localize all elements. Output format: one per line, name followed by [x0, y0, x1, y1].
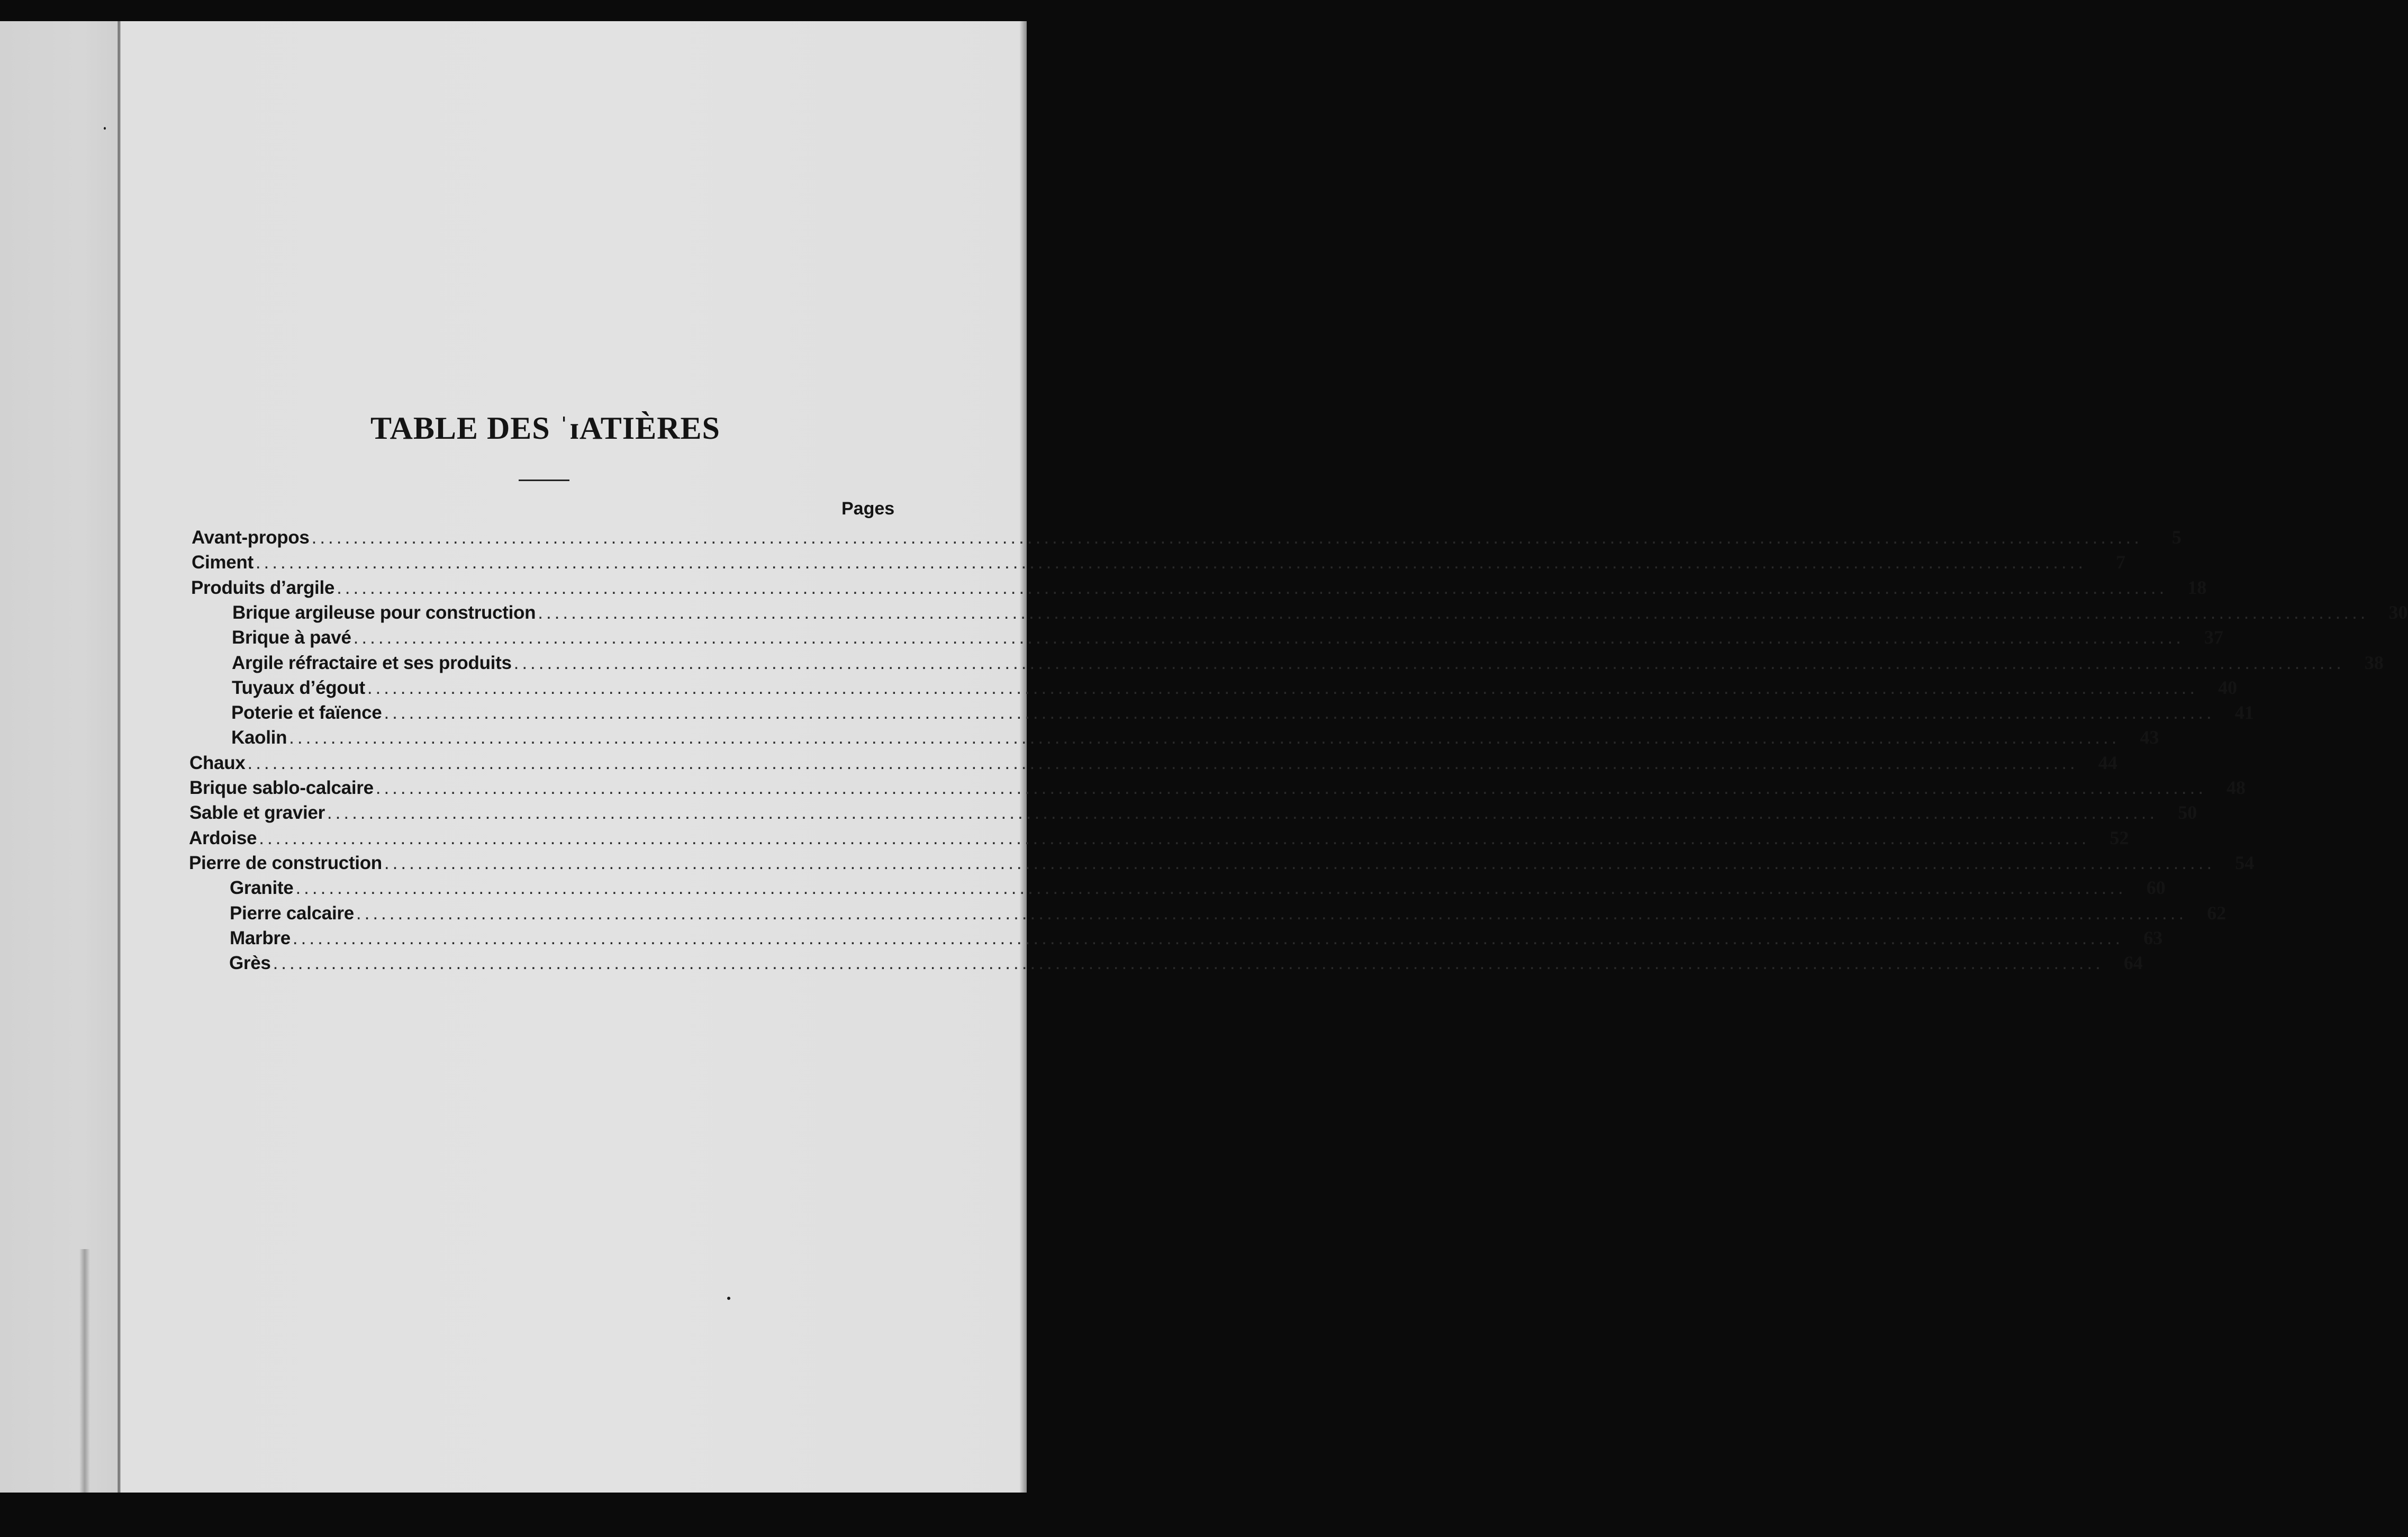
page-edge-shadow	[79, 1249, 90, 1493]
toc-entry-page: 50	[2178, 802, 2197, 824]
toc-entry-label: Pierre calcaire	[230, 902, 354, 924]
toc-entry-label: Marbre	[230, 927, 291, 948]
title-rule	[519, 480, 569, 481]
dot-leader: ............................................................................................................................................................................................................................	[356, 902, 2187, 924]
toc-entry-label: Argile réfractaire et ses produits	[232, 652, 512, 673]
toc-entry-page: 5	[2171, 527, 2181, 548]
speck-mark	[104, 127, 106, 130]
speck-mark	[727, 1297, 730, 1300]
right-page-edge	[1019, 21, 1027, 1493]
book-gutter	[117, 21, 121, 1493]
dot-leader: ............................................................................................................................................................................................................................	[311, 527, 2142, 548]
dot-leader: ............................................................................................................................................................................................................................	[337, 577, 2168, 598]
dot-leader: ............................................................................................................................................................................................................................	[247, 752, 2078, 773]
toc-entry-page: 60	[2146, 877, 2166, 899]
toc-entry-label: Tuyaux d’égout	[232, 677, 365, 698]
page-title: TABLE DES ˈɪATIÈRES	[370, 411, 720, 446]
dot-leader: ............................................................................................................................................................................................................................	[327, 802, 2158, 824]
dot-leader: ............................................................................................................................................................................................................................	[295, 878, 2126, 899]
pages-column-header: Pages	[841, 499, 895, 519]
toc-entry-label: Grès	[229, 953, 271, 974]
toc-entry-page: 63	[2143, 927, 2163, 948]
toc-entry-page: 44	[2098, 752, 2117, 773]
toc-entry-page: 38	[2364, 652, 2384, 673]
toc-entry-page: 30	[2388, 601, 2408, 623]
toc-entry-page: 7	[2116, 551, 2126, 573]
dot-leader: ............................................................................................................................................................................................................................	[367, 677, 2198, 698]
dot-leader: ............................................................................................................................................................................................................................	[538, 602, 2369, 623]
facing-page-strip	[0, 21, 119, 1493]
toc-entry-page: 48	[2226, 777, 2246, 798]
toc-entry-label: Kaolin	[231, 727, 287, 748]
toc-entry-page: 40	[2218, 676, 2238, 698]
dot-leader: ............................................................................................................................................................................................................................	[259, 827, 2090, 848]
toc-entry-label: Ardoise	[189, 827, 257, 848]
toc-entry-page: 62	[2207, 902, 2226, 924]
toc-entry-label: Poterie et faïence	[231, 702, 382, 724]
toc-entry-label: Ciment	[192, 552, 254, 573]
dot-leader: ............................................................................................................................................................................................................................	[255, 552, 2087, 573]
toc-entry-page: 54	[2235, 852, 2255, 873]
toc-entry-label: Chaux	[189, 752, 246, 773]
toc-entry-label: Granite	[230, 878, 294, 899]
scanned-page	[0, 21, 1027, 1493]
dot-leader: ............................................................................................................................................................................................................................	[353, 627, 2184, 648]
dot-leader: ............................................................................................................................................................................................................................	[384, 852, 2215, 873]
dot-leader: ............................................................................................................................................................................................................................	[513, 652, 2344, 673]
toc-entry-label: Brique à pavé	[232, 627, 351, 648]
dot-leader: ............................................................................................................................................................................................................................	[289, 727, 2120, 748]
toc-entry-page: 18	[2187, 576, 2207, 598]
toc-entry-page: 41	[2234, 702, 2254, 724]
dot-leader: ............................................................................................................................................................................................................................	[292, 927, 2124, 948]
dot-leader: ............................................................................................................................................................................................................................	[384, 702, 2215, 724]
dot-leader: ............................................................................................................................................................................................................................	[273, 953, 2104, 974]
toc-entry-label: Avant-propos	[192, 527, 310, 548]
toc-entry-label: Brique argileuse pour construction	[232, 602, 536, 623]
toc-entry-label: Sable et gravier	[189, 802, 325, 824]
toc-entry-label: Pierre de construction	[189, 852, 382, 873]
toc-entry-page: 64	[2123, 952, 2143, 974]
toc-entry-page: 43	[2140, 727, 2159, 748]
toc-entry-label: Produits d’argile	[191, 577, 335, 598]
toc-entry-page: 37	[2204, 627, 2223, 648]
toc-entry-label: Brique sablo-calcaire	[189, 777, 374, 798]
dot-leader: ............................................................................................................................................................................................................................	[375, 777, 2207, 798]
toc-entry-page: 52	[2110, 827, 2129, 848]
